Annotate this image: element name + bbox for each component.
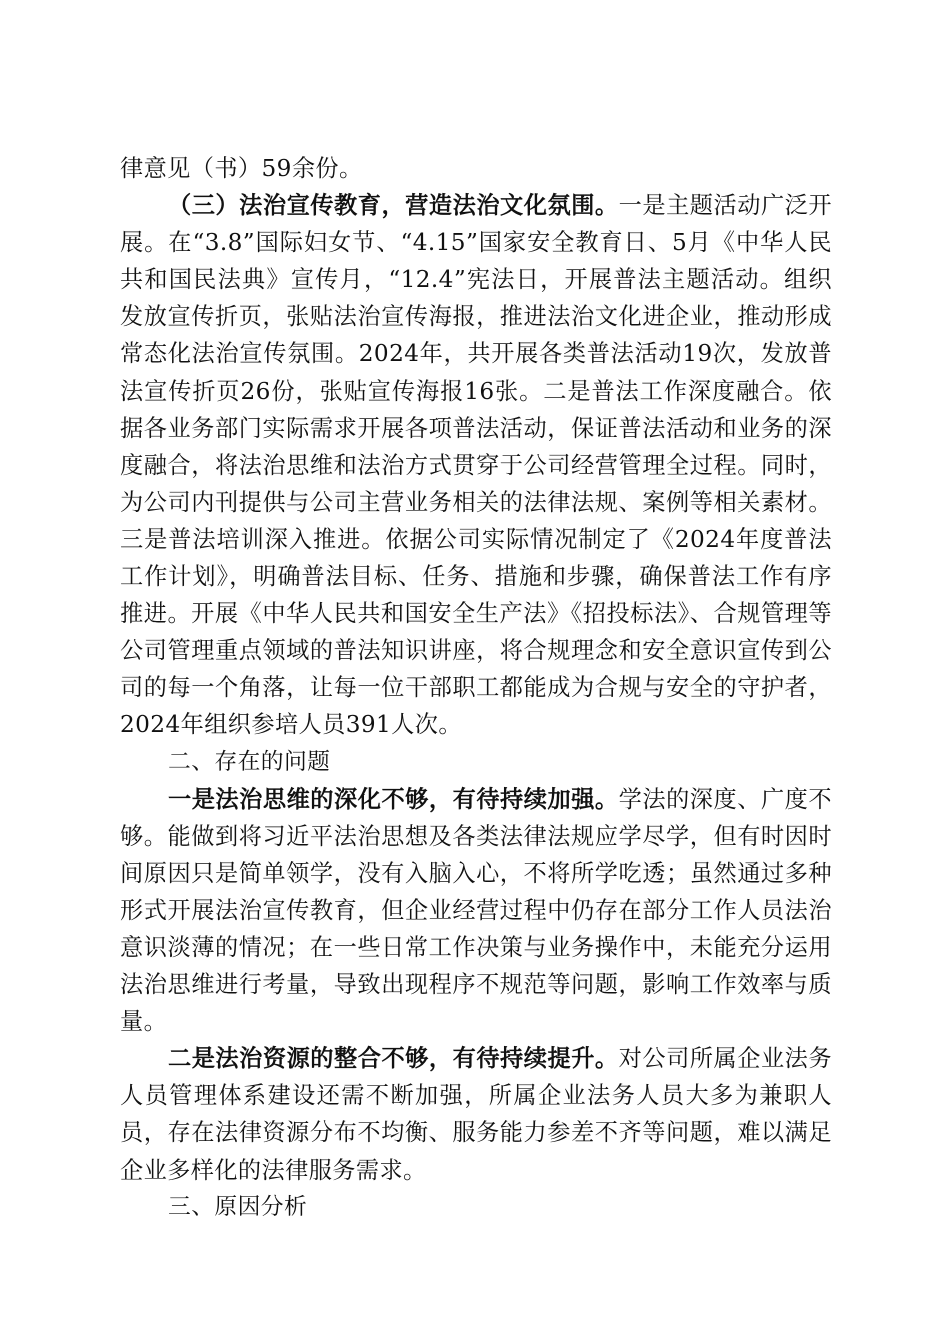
- section3-body: 一是主题活动广泛开展。在“3.8”国际妇女节、“4.15”国家安全教育日、5月《中华人民共和国民法典》宣传月，“12.4”宪法日，开展普法主题活动。组织发放宣传折页，张贴法治宣传海报，推进法治文化进企业，推动形成常态化法治宣传氛围。2024年，共开展各类普法活动19次，发放普法宣传折页26份，张贴宣传海报16张。二是普法工作深度融合。依据各业务部门实际需求开展各项普法活动，保证普法活动和业务的深度融合，将法治思维和法治方式贯穿于公司经营管理全过程。同时，为公司内刊提供与公司主营业务相关的法律法规、案例等相关素材。三是普法培训深入推进。依据公司实际情况制定了《2024年度普法工作计划》，明确普法目标、任务、措施和步骤，确保普法工作有序推进。开展《中华人民共和国安全生产法》《招投标法》、合规管理等公司管理重点领域的普法知识讲座，将合规理念和安全意识宣传到公司的每一个角落，让每一位干部职工都能成为合规与安全的守护者，2024年组织参培人员391人次。: [120, 192, 832, 739]
- problem2-lead: 二是法治资源的整合不够，有待持续提升。: [168, 1045, 619, 1073]
- problem1-lead: 一是法治思维的深化不够，有待持续加强。: [168, 785, 619, 813]
- paragraph-continuation: 律意见（书）59余份。: [120, 155, 363, 182]
- paragraph-section3: [120, 187, 832, 743]
- paragraph-problem-2: [120, 1040, 832, 1188]
- paragraph-problem-1: [120, 781, 832, 1041]
- problem1-body: 学法的深度、广度不够。能做到将习近平法治思想及各类法律法规应学尽学，但有时因时间原因只是简单领学，没有入脑入心，不将所学吃透；虽然通过多种形式开展法治宣传教育，但企业经营过程中仍存在部分工作人员法治意识淡薄的情况；在一些日常工作决策与业务操作中，未能充分运用法治思维进行考量，导致出现程序不规范等问题，影响工作效率与质量。: [120, 785, 832, 1036]
- heading-cause-analysis: 三、原因分析: [168, 1193, 308, 1220]
- document-body: [120, 150, 832, 1226]
- heading-existing-problems: 二、存在的问题: [168, 748, 331, 775]
- section3-lead: （三）法治宣传教育，营造法治文化氛围。: [168, 192, 619, 220]
- problem2-body: 对公司所属企业法务人员管理体系建设还需不断加强，所属企业法务人员大多为兼职人员，存在法律资源分布不均衡、服务能力参差不齐等问题，难以满足企业多样化的法律服务需求。: [120, 1045, 832, 1184]
